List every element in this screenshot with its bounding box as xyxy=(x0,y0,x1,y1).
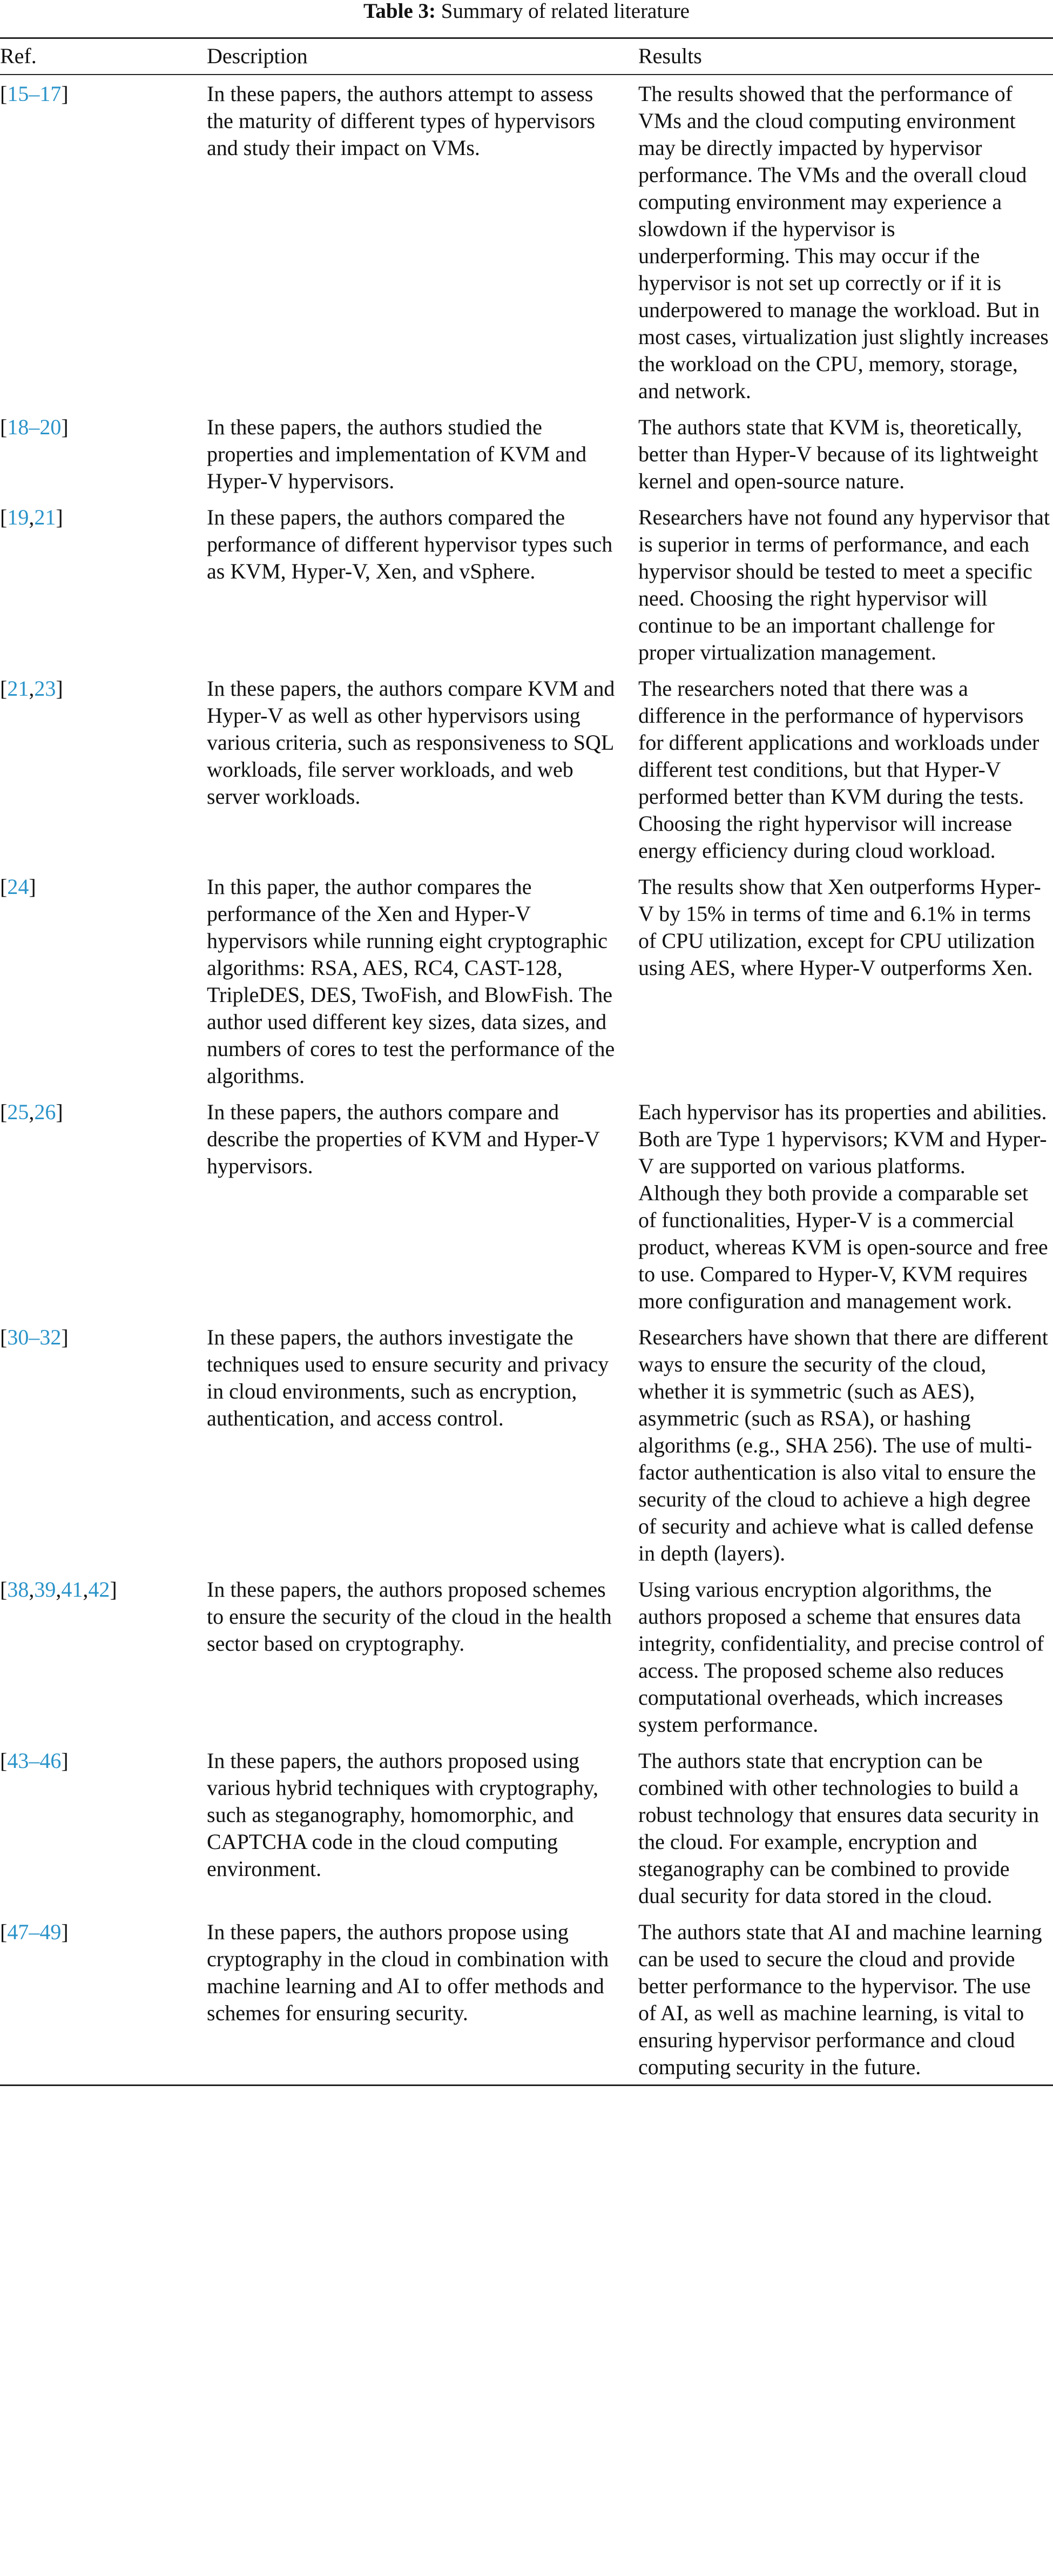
citation-link[interactable]: 21 xyxy=(34,505,56,529)
table-caption xyxy=(0,0,1053,27)
citation-link[interactable]: 39 xyxy=(34,1577,56,1602)
results-cell: The researchers noted that there was a difference in the performance of hypervisors for different applications and workloads under different test conditions, but that Hyper-V performed better than KVM during the tests. Choosing the right hypervisor will increase energy efficiency during cloud workload. xyxy=(638,676,1040,863)
citation-link[interactable]: 43–46 xyxy=(7,1748,62,1773)
citation-link[interactable]: 21 xyxy=(7,676,29,701)
ref-cell: [38,39,41,42] xyxy=(0,1577,117,1602)
results-cell: Researchers have shown that there are different ways to ensure the security of the cloud, whether it is symmetric (such as AES), asymmetric (such as RSA), or hashing algorithms (e.g., SHA 256). The use of multi-factor authentication is also vital to ensure the security of the cloud to achieve a high degree of security and achieve what is called defense in depth (layers). xyxy=(638,1325,1048,1565)
literature-table xyxy=(0,37,1053,2086)
citation-link[interactable]: 42 xyxy=(88,1577,110,1602)
citation-link[interactable]: 23 xyxy=(34,676,56,701)
column-header-ref: Ref. xyxy=(0,44,37,68)
table-row xyxy=(0,1093,1053,1319)
table-caption-label: Table 3: xyxy=(363,0,436,23)
ref-cell: [15–17] xyxy=(0,82,69,106)
ref-cell: [18–20] xyxy=(0,415,69,439)
table-row xyxy=(0,408,1053,499)
column-header-description: Description xyxy=(207,44,308,68)
description-cell: In these papers, the authors investigate the techniques used to ensure security and privacy in cloud environments, such as encryption, authentication, and access control. xyxy=(207,1325,609,1430)
table-row xyxy=(0,75,1053,408)
description-cell: In these papers, the authors attempt to assess the maturity of different types of hypervisors and study their impact on VMs. xyxy=(207,82,596,160)
results-cell: The authors state that encryption can be combined with other technologies to build a robust technology that ensures data security in the cloud. For example, encryption and steganography can be combined to provide dual security for data stored in the cloud. xyxy=(638,1748,1040,1908)
ref-cell: [43–46] xyxy=(0,1748,69,1773)
ref-cell: [19,21] xyxy=(0,505,63,529)
table-row xyxy=(0,1913,1053,2086)
description-cell: In these papers, the authors compared the performance of different hypervisor types such as KVM, Hyper-V, Xen, and vSphere. xyxy=(207,505,613,583)
citation-link[interactable]: 38 xyxy=(7,1577,29,1602)
results-cell: The results show that Xen outperforms Hyper-V by 15% in terms of time and 6.1% in terms of CPU utilization, except for CPU utilization using AES, where Hyper-V outperforms Xen. xyxy=(638,875,1041,980)
results-cell: The authors state that AI and machine learning can be used to secure the cloud and provide better performance to the hypervisor. The use of AI, as well as machine learning, is vital to ensuring hypervisor performance and cloud computing security in the future. xyxy=(638,1920,1042,2079)
description-cell: In these papers, the authors proposed using various hybrid techniques with cryptography, such as steganography, homomorphic, and CAPTCHA code in the cloud computing environment. xyxy=(207,1748,599,1881)
results-cell: Each hypervisor has its properties and abilities. Both are Type 1 hypervisors; KVM and Hyper-V are supported on various platforms. Although they both provide a comparable set of functionalities, Hyper-V is a commercial product, whereas KVM is open-source and free to use. Compared to Hyper-V, KVM requires more configuration and management work. xyxy=(638,1100,1048,1313)
description-cell: In these papers, the authors compare KVM and Hyper-V as well as other hypervisors using various criteria, such as responsiveness to SQL workloads, file server workloads, and web server workloads. xyxy=(207,676,615,809)
table-body xyxy=(0,75,1053,2086)
column-header-results: Results xyxy=(638,44,702,68)
citation-link[interactable]: 24 xyxy=(7,875,29,899)
description-cell: In these papers, the authors propose using cryptography in the cloud in combination with machine learning and AI to offer methods and schemes for ensuring security. xyxy=(207,1920,609,2025)
citation-link[interactable]: 47–49 xyxy=(7,1920,62,1944)
table-row xyxy=(0,1319,1053,1571)
citation-link[interactable]: 19 xyxy=(7,505,29,529)
table-caption-text: Summary of related literature xyxy=(441,0,690,23)
description-cell: In these papers, the authors studied the properties and implementation of KVM and Hyper-V hypervisors. xyxy=(207,415,587,493)
results-cell: The authors state that KVM is, theoretically, better than Hyper-V because of its lightweight kernel and open-source nature. xyxy=(638,415,1038,493)
ref-cell: [21,23] xyxy=(0,676,63,701)
citation-link[interactable]: 26 xyxy=(34,1100,56,1124)
ref-cell: [47–49] xyxy=(0,1920,69,1944)
citation-link[interactable]: 25 xyxy=(7,1100,29,1124)
table-row xyxy=(0,499,1053,670)
description-cell: In these papers, the authors proposed schemes to ensure the security of the cloud in the health sector based on cryptography. xyxy=(207,1577,612,1656)
citation-link[interactable]: 18–20 xyxy=(7,415,62,439)
table-row xyxy=(0,868,1053,1093)
results-cell: Using various encryption algorithms, the authors proposed a scheme that ensures data integrity, confidentiality, and precise control of access. The proposed scheme also reduces computational overheads, which increases system performance. xyxy=(638,1577,1044,1737)
table-header-row xyxy=(0,38,1053,75)
citation-link[interactable]: 15–17 xyxy=(7,82,62,106)
citation-link[interactable]: 30–32 xyxy=(7,1325,62,1349)
ref-cell: [30–32] xyxy=(0,1325,69,1349)
description-cell: In this paper, the author compares the performance of the Xen and Hyper-V hypervisors while running eight cryptographic algorithms: RSA, AES, RC4, CAST-128, TripleDES, DES, TwoFish, and BlowFish. The author used different key sizes, data sizes, and numbers of cores to test the performance of the algorithms. xyxy=(207,875,615,1088)
citation-link[interactable]: 41 xyxy=(61,1577,83,1602)
results-cell: The results showed that the performance of VMs and the cloud computing environment may be directly impacted by hypervisor performance. The VMs and the overall cloud computing environment may experience a slowdown if the hypervisor is underperforming. This may occur if the hypervisor is not set up correctly or if it is underpowered to manage the workload. But in most cases, virtualization just slightly increases the workload on the CPU, memory, storage, and network. xyxy=(638,82,1049,403)
table-row xyxy=(0,670,1053,868)
ref-cell: [24] xyxy=(0,875,36,899)
description-cell: In these papers, the authors compare and describe the properties of KVM and Hyper-V hypervisors. xyxy=(207,1100,600,1178)
ref-cell: [25,26] xyxy=(0,1100,63,1124)
table-row xyxy=(0,1571,1053,1742)
table-row xyxy=(0,1742,1053,1913)
results-cell: Researchers have not found any hypervisor that is superior in terms of performance, and each hypervisor should be tested to meet a specific need. Choosing the right hypervisor will continue to be an important challenge for proper virtualization management. xyxy=(638,505,1050,664)
